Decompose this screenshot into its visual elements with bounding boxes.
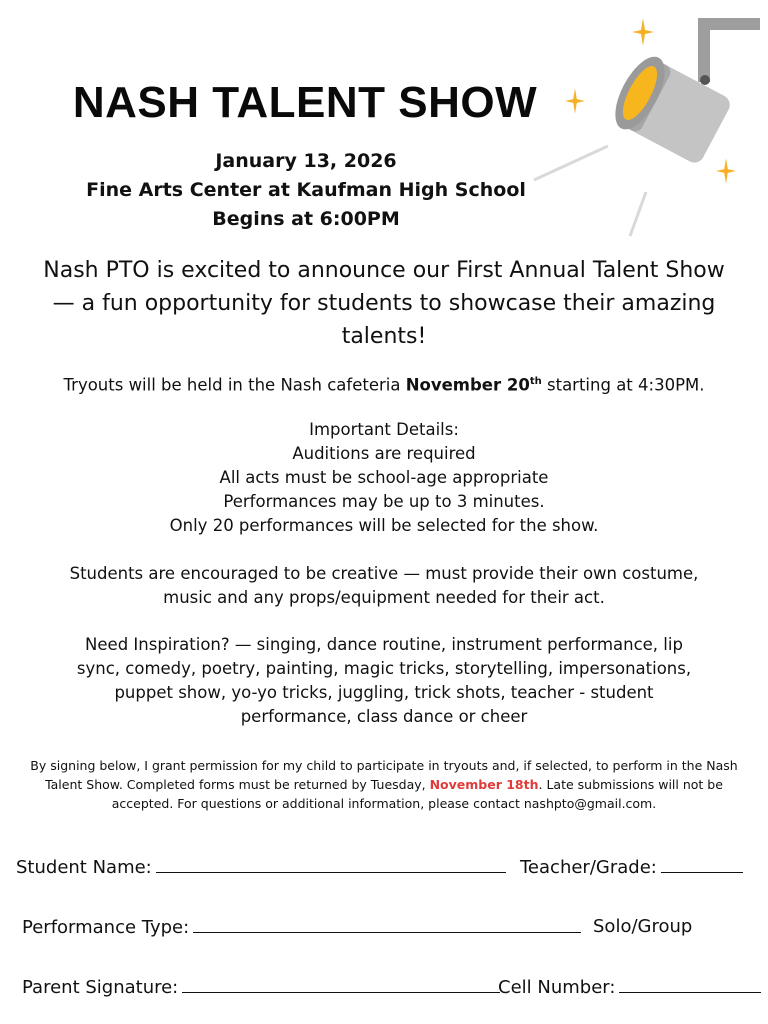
inspiration-list bbox=[30, 633, 738, 729]
permission-statement bbox=[28, 756, 740, 813]
teacher-grade-row bbox=[520, 856, 743, 878]
parent-signature-field[interactable] bbox=[182, 976, 500, 993]
details-heading: Important Details: bbox=[309, 420, 459, 439]
details-item: Auditions are required bbox=[292, 444, 476, 463]
spotlight-arm bbox=[698, 18, 760, 82]
performance-type-row bbox=[22, 916, 581, 938]
cell-number-field[interactable] bbox=[619, 976, 761, 993]
event-date: January 13, 2026 bbox=[215, 150, 397, 172]
parent-signature-label: Parent Signature: bbox=[22, 977, 179, 998]
tryouts-date: November 20 bbox=[405, 375, 530, 395]
parent-signature-row bbox=[22, 976, 500, 998]
tryouts-rest: starting at 4:30PM. bbox=[547, 375, 705, 395]
important-details bbox=[30, 418, 738, 538]
teacher-grade-label: Teacher/Grade: bbox=[520, 857, 657, 878]
creative-note bbox=[30, 562, 738, 610]
cell-number-row bbox=[498, 976, 761, 998]
tryouts-prefix: Tryouts will be held in the Nash cafeteria bbox=[63, 375, 401, 395]
solo-group-option[interactable]: Solo/Group bbox=[593, 916, 693, 937]
spotlight-pivot bbox=[700, 75, 710, 85]
event-venue: Fine Arts Center at Kaufman High School bbox=[86, 179, 526, 201]
student-name-row bbox=[16, 856, 506, 878]
deadline-date: November 18th bbox=[429, 777, 539, 792]
teacher-grade-field[interactable] bbox=[661, 856, 743, 873]
student-name-label: Student Name: bbox=[16, 857, 152, 878]
details-item: Only 20 performances will be selected for the show. bbox=[169, 516, 599, 535]
event-time: Begins at 6:00PM bbox=[212, 208, 400, 230]
inspiration-line: performance, class dance or cheer bbox=[240, 707, 528, 726]
spotlight-body bbox=[605, 49, 734, 168]
creative-line: music and any props/equipment needed for their act. bbox=[163, 588, 605, 607]
light-beam bbox=[630, 192, 646, 236]
creative-line: Students are encouraged to be creative — must provide their own costume, bbox=[69, 564, 699, 583]
details-item: Performances may be up to 3 minutes. bbox=[223, 492, 545, 511]
sparkle-icon bbox=[632, 18, 654, 46]
inspiration-line: sync, comedy, poetry, painting, magic tricks, storytelling, impersonations, bbox=[76, 659, 692, 678]
cell-number-label: Cell Number: bbox=[498, 977, 616, 998]
announcement: Nash PTO is excited to announce our First Annual Talent Show — a fun opportunity for students to showcase their amazing talents! bbox=[43, 258, 725, 349]
performance-type-label: Performance Type: bbox=[22, 917, 190, 938]
tryouts-info bbox=[30, 370, 738, 398]
inspiration-line: puppet show, yo-yo tricks, juggling, trick shots, teacher - student bbox=[114, 683, 654, 702]
inspiration-line: Need Inspiration? — singing, dance routine, instrument performance, lip bbox=[85, 635, 683, 654]
student-name-field[interactable] bbox=[156, 856, 506, 873]
permission-text-end: . Late submissions will not be accepted. For questions or additional information, please contact nashpto@gmail.com. bbox=[111, 777, 723, 811]
page-title: NASH TALENT SHOW bbox=[72, 78, 538, 127]
sparkle-icon bbox=[716, 158, 736, 184]
performance-type-field[interactable] bbox=[193, 916, 581, 933]
details-item: All acts must be school-age appropriate bbox=[219, 468, 549, 487]
tryouts-date-suffix: th bbox=[529, 376, 542, 387]
permission-text: By signing below, I grant permission for my child to participate in tryouts and, if selected, to perform in the Nash Talent Show. Completed forms must be returned by Tuesday, bbox=[30, 758, 738, 792]
